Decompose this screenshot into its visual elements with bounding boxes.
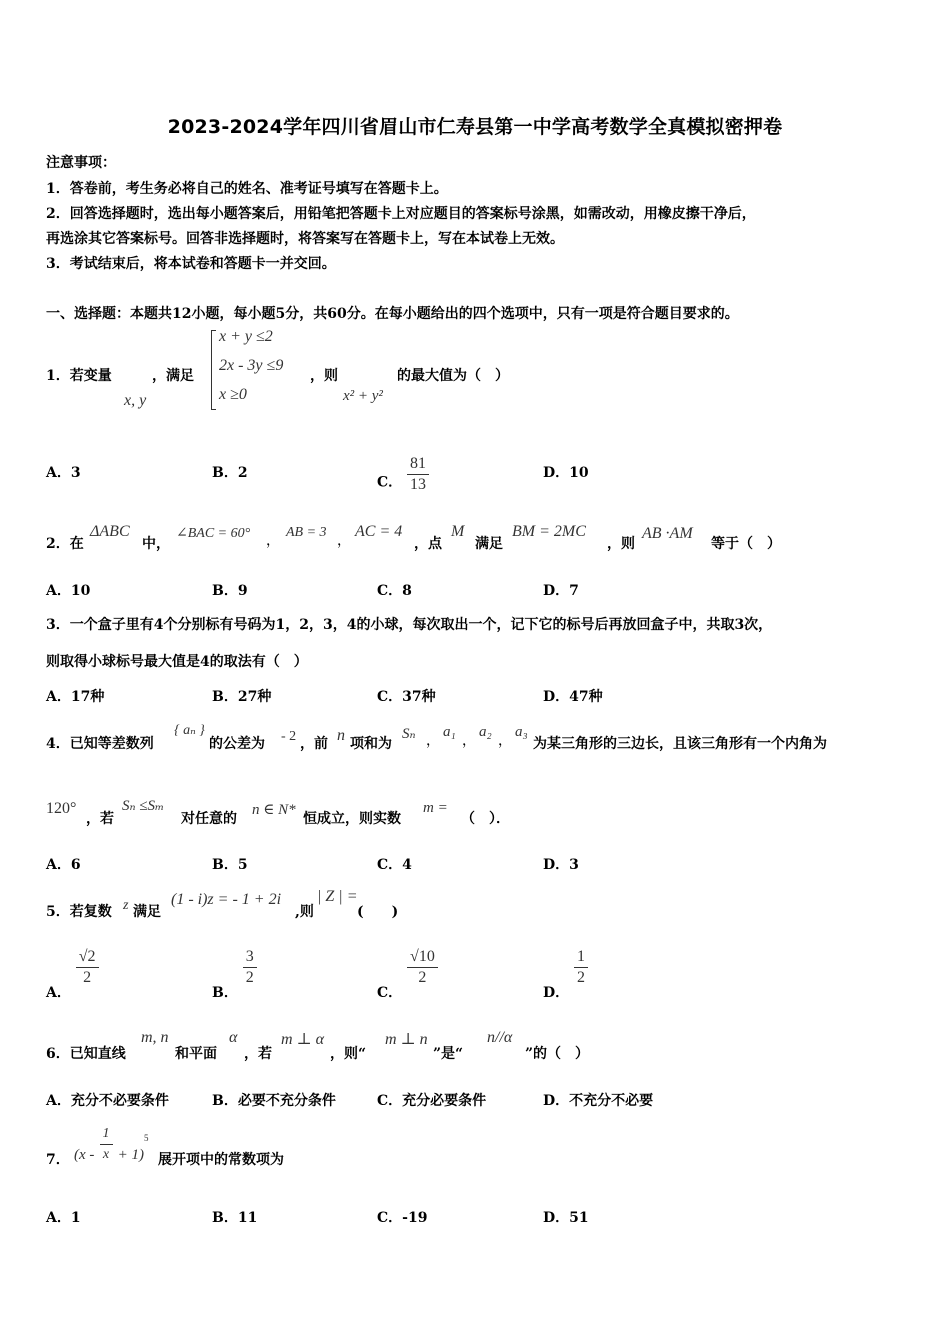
q2-option-d: D．7 <box>543 583 579 599</box>
q4-inequality: Sₙ ≤Sₘ <box>122 798 165 814</box>
q2-point-m: M <box>451 523 465 540</box>
q4-comma-1: ， <box>426 733 440 749</box>
q2-option-c: C．8 <box>377 583 412 599</box>
q1-text-4: 的最大值为（ ） <box>397 368 509 384</box>
q5-equation: (1 - i)z = - 1 + 2i <box>171 891 282 908</box>
q1-constraint-1: x + y ≤2 <box>219 328 273 345</box>
notice-item-1: 1．答卷前，考生务必将自己的姓名、准考证号填写在答题卡上。 <box>46 181 448 197</box>
q2-text-3: ，点 <box>414 536 442 552</box>
q2-option-b: B．9 <box>212 583 248 599</box>
q6-n-parallel-alpha: n//α <box>487 1029 513 1046</box>
q2-sep-1: ， <box>266 533 280 549</box>
q5-text-3: ,则 <box>295 904 314 920</box>
q5-option-b-numerator: 3 <box>243 947 257 968</box>
q7-text-2: 展开项中的常数项为 <box>158 1152 284 1168</box>
q4-comma-2: ， <box>462 733 476 749</box>
q1-option-c-fraction <box>407 454 429 495</box>
q1-text-1: 1．若变量 <box>46 368 112 384</box>
q6-lines: m, n <box>141 1029 169 1046</box>
q4-domain: n ∈ N* <box>252 802 296 818</box>
q4-a1: a₁ <box>443 724 456 740</box>
q5-option-c-numerator: √10 <box>407 947 438 968</box>
q2-ab: AB = 3 <box>286 525 327 540</box>
section-heading: 一、选择题：本题共12小题，每小题5分，共60分。在每小题给出的四个选项中，只有一项是符合题目要求的。 <box>46 306 739 322</box>
q6-plane: α <box>229 1029 238 1046</box>
q5-option-d-numerator: 1 <box>574 947 588 968</box>
q6-m-perp-alpha: m ⊥ α <box>281 1031 324 1048</box>
q5-option-c-fraction <box>407 947 438 988</box>
q1-option-c-denominator: 13 <box>410 476 427 493</box>
q4-n: n <box>337 727 345 744</box>
q6-text-2: 和平面 <box>175 1046 217 1062</box>
q1-text-2: ，满足 <box>152 368 194 384</box>
q5-option-a-numerator: √2 <box>76 947 99 968</box>
q5-z: z <box>123 898 129 913</box>
q1-constraint-2: 2x - 3y ≤9 <box>219 357 284 374</box>
q5-text-2: 满足 <box>133 904 161 920</box>
q6-text-5: ”是“ <box>433 1046 464 1062</box>
q5-option-b-fraction <box>243 947 257 988</box>
q5-option-b <box>212 947 257 1001</box>
q3-text-1: 3．一个盒子里有4个分别标有号码为1，2，3，4的小球，每次取出一个，记下它的标号后再放回盒子中，共取3次， <box>46 617 773 633</box>
q4-angle: 120° <box>46 800 77 817</box>
q1-option-c-label: C． <box>377 474 403 491</box>
q1-brace <box>211 330 216 410</box>
q6-text-3: ，若 <box>244 1046 272 1062</box>
q1-constraint-3: x ≥0 <box>219 386 247 403</box>
q5-abs-z: | Z | = <box>317 888 358 905</box>
q2-text-5: ，则 <box>607 536 635 552</box>
notice-item-2: 2．回答选择题时，选出每小题答案后，用铅笔把答题卡上对应题目的答案标号涂黑，如需改动，用橡皮擦干净后， <box>46 206 756 222</box>
q5-option-c-denominator: 2 <box>418 969 427 986</box>
q5-option-d-fraction <box>574 947 588 988</box>
q5-option-c-label: C． <box>377 984 403 1001</box>
q3-text-2: 则取得小球标号最大值是4的取法有（ ） <box>46 654 308 670</box>
q5-option-a <box>46 947 99 1001</box>
q1-option-b: B．2 <box>212 465 248 481</box>
q5-option-b-label: B． <box>212 984 238 1001</box>
q5-text-4: ( ) <box>357 904 399 920</box>
q2-dot-product: AB ·AM <box>642 525 693 542</box>
q7-expression <box>74 1124 148 1165</box>
q4-text-5: 为某三角形的三边长，且该三角形有一个内角为 <box>533 736 827 752</box>
q7-option-c: C．-19 <box>377 1210 428 1226</box>
q6-text-1: 6．已知直线 <box>46 1046 126 1062</box>
q7-text-1: 7． <box>46 1152 70 1168</box>
q2-option-a: A．10 <box>46 583 91 599</box>
q5-option-c <box>377 947 438 1001</box>
q1-option-d: D．10 <box>543 465 589 481</box>
q4-option-c: C．4 <box>377 857 412 873</box>
q7-expr-denominator: x <box>102 1147 110 1162</box>
q6-option-b: B．必要不充分条件 <box>212 1093 336 1109</box>
q6-option-d: D．不充分不必要 <box>543 1093 654 1109</box>
q7-exponent: 5 <box>143 1132 149 1143</box>
q4-text-7: 对任意的 <box>181 811 237 827</box>
q3-option-c: C．37种 <box>377 689 436 705</box>
q5-text-1: 5．若复数 <box>46 904 112 920</box>
q4-sn: Sₙ <box>402 726 416 742</box>
q4-a3: a₃ <box>515 724 528 740</box>
q4-text-8: 恒成立，则实数 <box>303 811 401 827</box>
q6-m-perp-n: m ⊥ n <box>385 1031 428 1048</box>
q4-text-2: 的公差为 <box>209 736 265 752</box>
q7-expr-numerator: 1 <box>100 1124 113 1145</box>
q6-option-c: C．充分必要条件 <box>377 1093 487 1109</box>
q5-option-a-fraction <box>76 947 99 988</box>
q3-option-d: D．47种 <box>543 689 603 705</box>
notice-heading: 注意事项： <box>46 155 116 171</box>
q4-text-9: （ ）． <box>461 811 510 827</box>
q1-target: x² + y² <box>343 388 383 404</box>
q7-option-a: A．1 <box>46 1210 81 1226</box>
q5-option-a-label: A． <box>46 984 71 1001</box>
notice-item-3: 3．考试结束后，将本试卷和答题卡一并交回。 <box>46 256 336 272</box>
q4-option-b: B．5 <box>212 857 248 873</box>
q4-option-a: A．6 <box>46 857 81 873</box>
q5-option-b-denominator: 2 <box>245 969 254 986</box>
q1-option-c-numerator: 81 <box>407 454 429 475</box>
q1-vars: x, y <box>124 392 147 409</box>
q4-m-equals: m = <box>423 800 448 816</box>
q1-option-c <box>377 455 429 503</box>
q2-vector-eq: BM = 2MC <box>512 523 586 540</box>
q1-option-a: A．3 <box>46 465 81 481</box>
q2-text-6: 等于（ ） <box>711 536 781 552</box>
notice-item-2-cont: 再选涂其它答案标号。回答非选择题时，将答案写在答题卡上，写在本试卷上无效。 <box>46 231 564 247</box>
q2-angle: ∠BAC = 60° <box>176 526 251 541</box>
q4-comma-3: ， <box>498 733 512 749</box>
q2-ac: AC = 4 <box>355 523 403 540</box>
q7-expr-pre: (x - <box>74 1147 95 1163</box>
q4-text-6: ，若 <box>86 811 114 827</box>
q5-option-d-label: D． <box>543 984 570 1001</box>
q1-text-3: ，则 <box>310 368 338 384</box>
q3-option-b: B．27种 <box>212 689 272 705</box>
q2-text-2: 中， <box>142 536 170 552</box>
q4-difference: - 2 <box>281 729 297 744</box>
q2-text-4: 满足 <box>475 536 503 552</box>
q5-option-d-denominator: 2 <box>577 969 586 986</box>
q2-sep-2: ， <box>337 533 351 549</box>
q5-option-d <box>543 947 588 1001</box>
q5-option-a-denominator: 2 <box>83 969 92 986</box>
q4-a2: a₂ <box>479 724 492 740</box>
q6-text-6: ”的（ ） <box>525 1046 590 1062</box>
q4-option-d: D．3 <box>543 857 579 873</box>
q7-option-d: D．51 <box>543 1210 589 1226</box>
q2-triangle: ΔABC <box>90 523 130 540</box>
q3-option-a: A．17种 <box>46 689 105 705</box>
q4-text-4: 项和为 <box>350 736 392 752</box>
q7-expr-post: + 1) <box>117 1147 144 1163</box>
q7-option-b: B．11 <box>212 1210 258 1226</box>
q6-text-4: ，则“ <box>330 1046 367 1062</box>
page-title: 2023-2024学年四川省眉山市仁寿县第一中学高考数学全真模拟密押卷 <box>167 116 783 138</box>
q2-text-1: 2．在 <box>46 536 84 552</box>
q7-expr-fraction <box>100 1124 113 1165</box>
q4-text-1: 4．已知等差数列 <box>46 736 154 752</box>
q6-option-a: A．充分不必要条件 <box>46 1093 169 1109</box>
q4-text-3: ，前 <box>300 736 328 752</box>
q4-sequence: { aₙ } <box>174 723 205 738</box>
